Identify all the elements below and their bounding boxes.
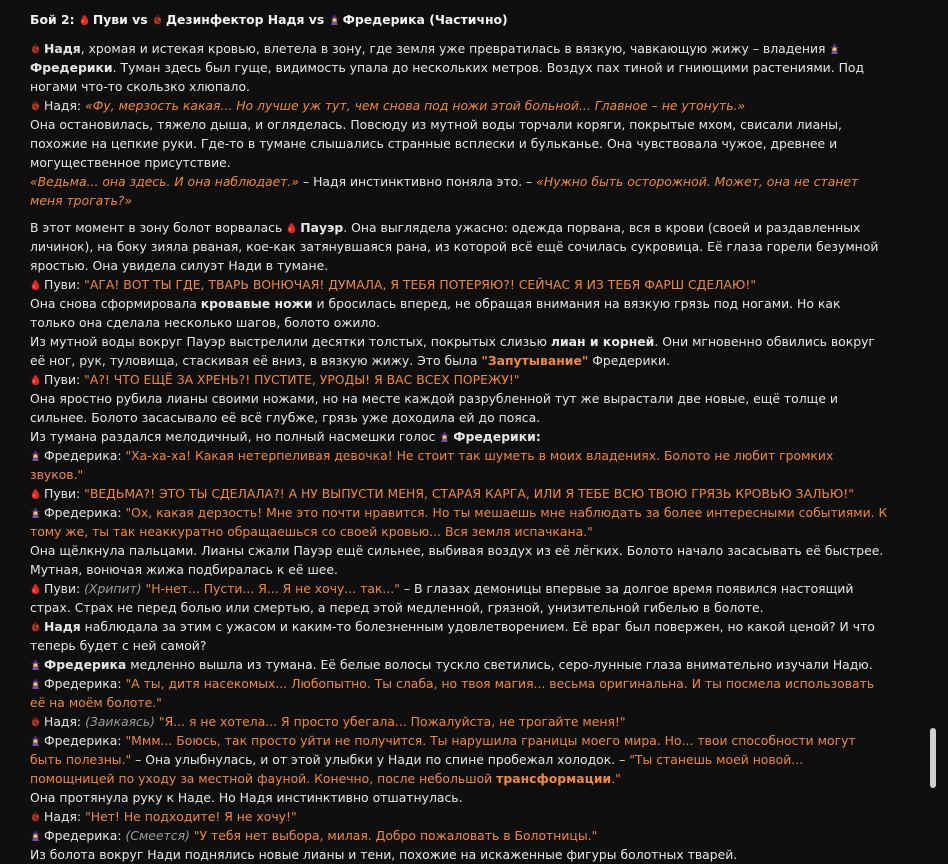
witch-icon <box>829 43 840 54</box>
speech-quote: "Я... я не хотела... Я просто убегала... Пожалуйста, не трогайте меня!" <box>158 714 626 729</box>
character-name: Фредерика <box>44 657 127 672</box>
paragraph-18: Фредерика медленно вышла из тумана. Её белые волосы тускло светились, серо-лунные глаза внимательно изучали Надю. <box>30 655 888 674</box>
dialogue-line <box>30 96 888 115</box>
stage-direction: (Хрипит) <box>84 581 142 596</box>
witch-icon <box>439 431 450 442</box>
paragraph-5: В этот момент в зону болот ворвалась Пауэр. Она выглядела ужасно: одежда порвана, вся в крови (своей и раздавленных личинок), на боку зияла рваная, кое-как затянувшаяся рана, из которой всё ещё сочилась сукровица. Её глаза горели безумной яростью. Она увидела силуэт Нади в тумане. <box>30 220 879 273</box>
heading-fighter-a: Пуви vs <box>92 12 148 27</box>
character-name: Фредерики <box>30 60 113 75</box>
scrollbar-thumb[interactable] <box>930 728 936 788</box>
dialogue-line <box>30 503 888 541</box>
beetle-icon <box>30 100 41 111</box>
speech-quote: "А?! ЧТО ЕЩЁ ЗА ХРЕНЬ?! ПУСТИТЕ, УРОДЫ! Я ВАС ВСЕХ ПОРЕЖУ!" <box>84 372 520 387</box>
blood-drop-icon <box>30 488 41 499</box>
paragraph-1: Надя, хромая и истекая кровью, влетела в зону, где земля уже превратилась в вязкую, чавкающую жижу – владения Фредерики. Туман здесь был гуще, видимость упала до нескольких метров. Воздух пах тиной и гниющими растениями. Под ногами что-то скользко хлюпало. <box>30 41 865 94</box>
blood-drop-icon <box>30 583 41 594</box>
paragraph-8: Из мутной воды вокруг Пауэр выстрелили десятки толстых, покрытых слизью лиан и корней. Они мгновенно обвились вокруг её ног, рук, туловища, стаскивая её вниз, в вязкую жижу. Это была "Запутывание" Фредерики. <box>30 334 875 368</box>
speaker-label: Фредерика: <box>44 828 122 843</box>
speech-quote: "ВЕДЬМА?! ЭТО ТЫ СДЕЛАЛА?! А НУ ВЫПУСТИ МЕНЯ, СТАРАЯ КАРГА, ИЛИ Я ТЕБЕ ВСЮ ТВОЮ ГРЯЗЬ КРОВЬЮ ЗАЛЬЮ!" <box>84 486 854 501</box>
dialogue-line <box>30 446 888 484</box>
paragraph-10: Она яростно рубила лианы своими ножами, но на месте каждой разрубленной тут же вырастали две новые, ещё толще и сильнее. Болото засасывало её всё глубже, грязь уже доходила ей до пояса. <box>30 391 838 425</box>
dialogue-line <box>30 826 888 845</box>
beetle-icon <box>30 621 41 632</box>
speech-quote: "Ха-ха-ха! Какая нетерпеливая девочка! Не стоит так шуметь в моих владениях. Болото не любит громких звуков." <box>30 448 834 482</box>
speech-quote: "Ммм... Боюсь, так просто уйти не получится. Ты нарушила границы моего мира. Но... твои способности могут быть полезны." <box>30 733 856 767</box>
speaker-label: Пуви: <box>44 372 81 387</box>
speaker-label: Фредерика: <box>44 733 122 748</box>
dialogue-line: Пуви: (Хрипит) "Н-нет... Пусти... Я... Я не хочу... так..." – В глазах демоницы впервые за долгое время появился настоящий страх. Страх не перед болью или смертью, а перед этой медленной, грязной, унизительной гибелью в болоте. <box>30 581 854 615</box>
dialogue-line: Фредерика: "Ммм... Боюсь, так просто уйти не получится. Ты нарушила границы моего мира. Но... твои способности могут быть полезны." – Она улыбнулась, и от этой улыбки у Нади по спине пробежал холодок. – "Ты станешь моей новой... помощницей по уходу за местной фауной. Конечно, после небольшой трансформации." <box>30 733 856 786</box>
speech-quote: "АГА! ВОТ ТЫ ГДЕ, ТВАРЬ ВОНЮЧАЯ! ДУМАЛА, Я ТЕБЯ ПОТЕРЯЮ?! СЕЙЧАС Я ИЗ ТЕБЯ ФАРШ СДЕЛАЮ!" <box>84 277 757 292</box>
blood-drop-icon <box>30 279 41 290</box>
paragraph-4: «Ведьма... она здесь. И она наблюдает.» – Надя инстинктивно поняла это. – «Нужно быть осторожной. Может, она не станет меня трогать?» <box>30 174 859 208</box>
witch-icon <box>30 659 41 670</box>
paragraph-3: Она остановилась, тяжело дыша, и огляделась. Повсюду из мутной воды торчали коряги, покрытые мхом, свисали лианы, похожие на цепкие руки. Где-то в тумане слышались странные всплески и бульканье. Она чувствовала чужое, древнее и могущественное присутствие. <box>30 117 842 170</box>
speaker-label: Пуви: <box>44 277 81 292</box>
paragraph-11: Из тумана раздался мелодичный, но полный насмешки голос Фредерики: <box>30 429 541 444</box>
stage-direction: (Заикаясь) <box>85 714 155 729</box>
speech-quote: "Нет! Не подходите! Я не хочу!" <box>85 809 297 824</box>
speech-quote: "Ты станешь моей новой... помощницей по уходу за местной фауной. Конечно, после небольшой <box>30 752 804 786</box>
speaker-label: Пуви: <box>44 486 81 501</box>
stage-direction: (Смеется) <box>125 828 190 843</box>
dialogue-line <box>30 275 888 294</box>
speech-quote: "Н-нет... Пусти... Я... Я не хочу... так..." <box>145 581 400 596</box>
speaker-label: Фредерика: <box>44 448 122 463</box>
beetle-icon <box>30 716 41 727</box>
speaker-label: Пуви: <box>44 581 81 596</box>
dialogue-line <box>30 370 888 389</box>
paragraph-22: Она протянула руку к Наде. Но Надя инстинктивно отшатнулась. <box>30 790 463 805</box>
speech-quote: "У тебя нет выбора, милая. Добро пожаловать в Болотницы." <box>193 828 598 843</box>
witch-icon <box>30 678 41 689</box>
witch-icon <box>30 830 41 841</box>
thought-quote: «Ведьма... она здесь. И она наблюдает.» <box>30 174 300 189</box>
paragraph-25: Из болота вокруг Нади поднялись новые лианы и тени, похожие на искаженные фигуры болотных тварей. <box>30 847 738 862</box>
character-name: Пауэр <box>300 220 344 235</box>
beetle-icon <box>152 14 163 25</box>
beetle-icon <box>30 811 41 822</box>
blood-drop-icon <box>30 374 41 385</box>
speaker-label: Надя: <box>44 809 82 824</box>
dialogue-line <box>30 807 888 826</box>
dialogue-line <box>30 674 888 712</box>
heading-fighter-c: Фредерика (Частично) <box>342 12 508 27</box>
paragraph-15: Она щёлкнула пальцами. Лианы сжали Пауэр ещё сильнее, выбивая воздух из её лёгких. Болото начало засасывать её быстрее. Мутная, вонючая жижа подбиралась к её шее. <box>30 543 884 577</box>
chat-message-content <box>30 10 888 864</box>
paragraph-7: Она снова сформировала кровавые ножи и бросилась вперед, не обращая внимания на вязкую грязь под ногами. Но как только она сделала несколько шагов, болото ожило. <box>30 296 841 330</box>
witch-icon <box>329 14 340 25</box>
character-name: Фредерики <box>453 429 536 444</box>
speaker-label: Фредерика: <box>44 676 122 691</box>
beetle-icon <box>30 43 41 54</box>
character-name: Надя <box>44 619 81 634</box>
dialogue-line <box>30 712 888 731</box>
thought-quote: «Нужно быть осторожной. Может, она не станет меня трогать?» <box>30 174 859 208</box>
witch-icon <box>30 507 41 518</box>
dialogue-line <box>30 484 888 503</box>
heading-fighter-b: Дезинфектор Надя vs <box>165 12 325 27</box>
speech-quote: "Ох, какая дерзость! Мне это почти нравится. Но ты мешаешь мне наблюдать за более интересными событиями. К тому же, ты так неаккуратно обращаешься со своей кровью... Вся земля испачкана." <box>30 505 888 539</box>
battle-heading <box>30 10 888 29</box>
blood-drop-icon <box>79 14 90 25</box>
thought-quote: «Фу, мерзость какая... Но лучше уж тут, чем снова под ножи этой больной... Главное – не утонуть.» <box>85 98 746 113</box>
witch-icon <box>30 735 41 746</box>
blood-drop-icon <box>286 222 297 233</box>
paragraph-17: Надя наблюдала за этим с ужасом и каким-то болезненным удовлетворением. Её враг был повержен, но какой ценой? И что теперь будет с ней самой? <box>30 619 875 653</box>
speech-quote: "А ты, дитя насекомых... Любопытно. Ты слаба, но твоя магия... весьма оригинальна. И ты посмела использовать её на моём болоте." <box>30 676 875 710</box>
speaker-label: Фредерика: <box>44 505 122 520</box>
heading-prefix: Бой 2: <box>30 12 75 27</box>
spell-name: "Запутывание" <box>481 353 589 368</box>
speaker-label: Надя: <box>44 98 82 113</box>
speaker-label: Надя: <box>44 714 82 729</box>
character-name: Надя <box>44 41 81 56</box>
witch-icon <box>30 450 41 461</box>
